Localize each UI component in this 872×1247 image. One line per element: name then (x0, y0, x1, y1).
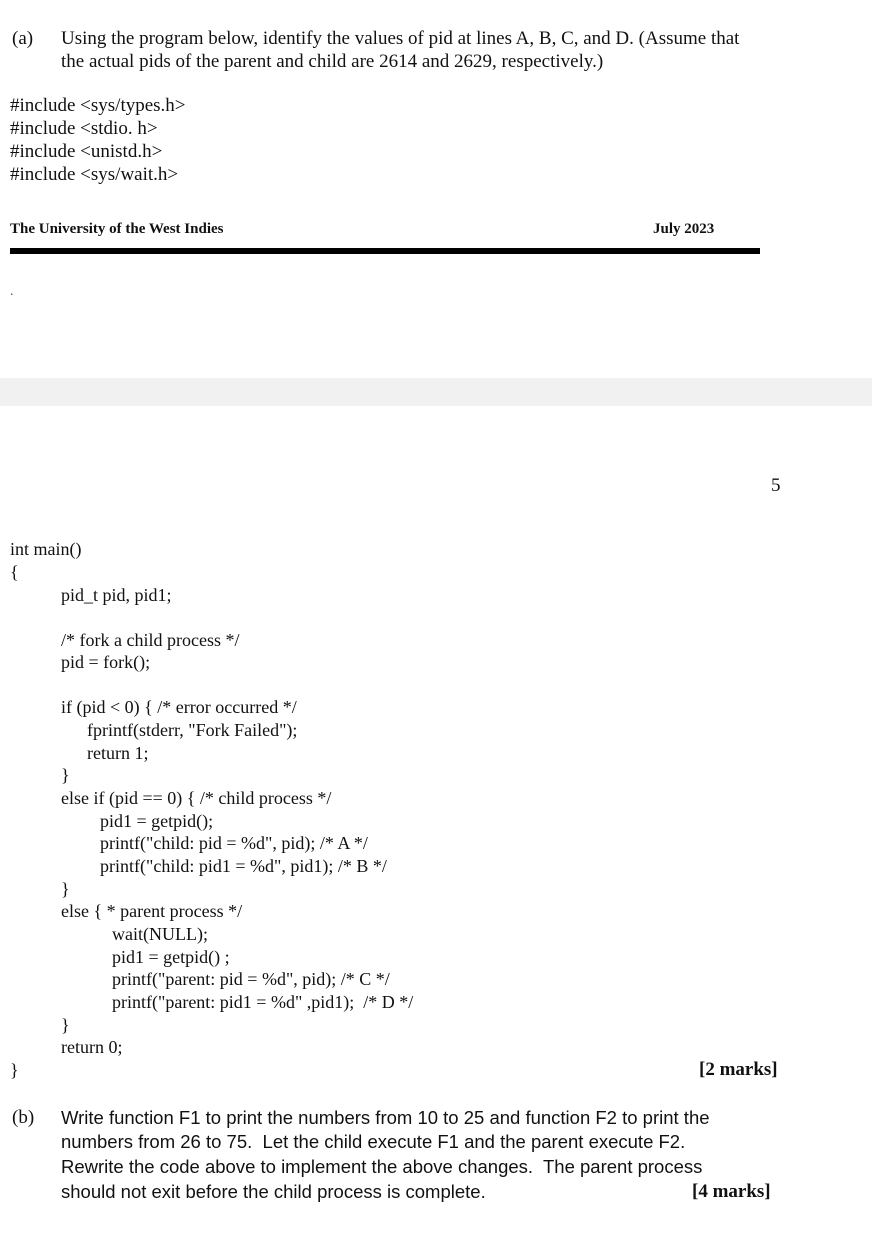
include-line: #include <unistd.h> (10, 141, 163, 162)
code-parent-printf-c: printf("parent: pid = %d", pid); /* C */ (112, 969, 390, 989)
code-parent-getpid: pid1 = getpid() ; (112, 947, 230, 967)
include-line: #include <stdio. h> (10, 118, 158, 139)
code-if-line: if (pid < 0) { /* error occurred */ (61, 697, 297, 717)
code-return-0: return 0; (61, 1037, 123, 1057)
footer-date: July 2023 (653, 221, 715, 237)
footer-rule (10, 248, 760, 254)
code-close-main: } (10, 1060, 19, 1080)
code-elseif-line: else if (pid == 0) { /* child process */ (61, 788, 332, 808)
code-close-brace: } (61, 879, 70, 899)
footer-dot: . (10, 284, 14, 299)
code-child-getpid: pid1 = getpid(); (100, 811, 214, 831)
part-a-text-line1: Using the program below, identify the values of pid at lines A, B, C, and D. (Assume that (61, 28, 740, 49)
part-b-text-line2: numbers from 26 to 75. Let the child execute F1 and the parent execute F2. (61, 1131, 686, 1152)
code-fprintf-line: fprintf(stderr, "Fork Failed"); (87, 720, 298, 740)
code-child-printf-b: printf("child: pid1 = %d", pid1); /* B */ (100, 856, 387, 876)
part-b-text-line4: should not exit before the child process is complete. (61, 1181, 486, 1202)
include-line: #include <sys/wait.h> (10, 164, 179, 185)
code-main-signature: int main() (10, 539, 82, 559)
code-comment-fork: /* fork a child process */ (61, 630, 240, 650)
code-open-brace: { (10, 562, 19, 582)
marks-part-a: [2 marks] (699, 1059, 778, 1080)
code-parent-printf-d: printf("parent: pid1 = %d" ,pid1); /* D */ (112, 992, 414, 1012)
code-child-printf-a: printf("child: pid = %d", pid); /* A */ (100, 833, 368, 853)
part-a-label: (a) (12, 28, 34, 49)
code-close-brace: } (61, 765, 70, 785)
part-b-text-line3: Rewrite the code above to implement the above changes. The parent process (61, 1156, 703, 1177)
page-number: 5 (771, 475, 781, 496)
part-a-text-line2: the actual pids of the parent and child are 2614 and 2629, respectively.) (61, 51, 604, 72)
code-fork-call: pid = fork(); (61, 652, 151, 672)
code-close-brace: } (61, 1015, 70, 1035)
marks-part-b: [4 marks] (692, 1181, 771, 1202)
code-return-1: return 1; (87, 743, 149, 763)
footer-institution: The University of the West Indies (10, 221, 224, 237)
include-line: #include <sys/types.h> (10, 95, 186, 116)
code-else-line: else { * parent process */ (61, 901, 243, 921)
part-b-label: (b) (12, 1107, 35, 1128)
code-wait-line: wait(NULL); (112, 924, 208, 944)
page-break-gap (0, 378, 872, 406)
code-declaration: pid_t pid, pid1; (61, 585, 172, 605)
part-b-text-line1: Write function F1 to print the numbers from 10 to 25 and function F2 to print the (61, 1107, 710, 1128)
